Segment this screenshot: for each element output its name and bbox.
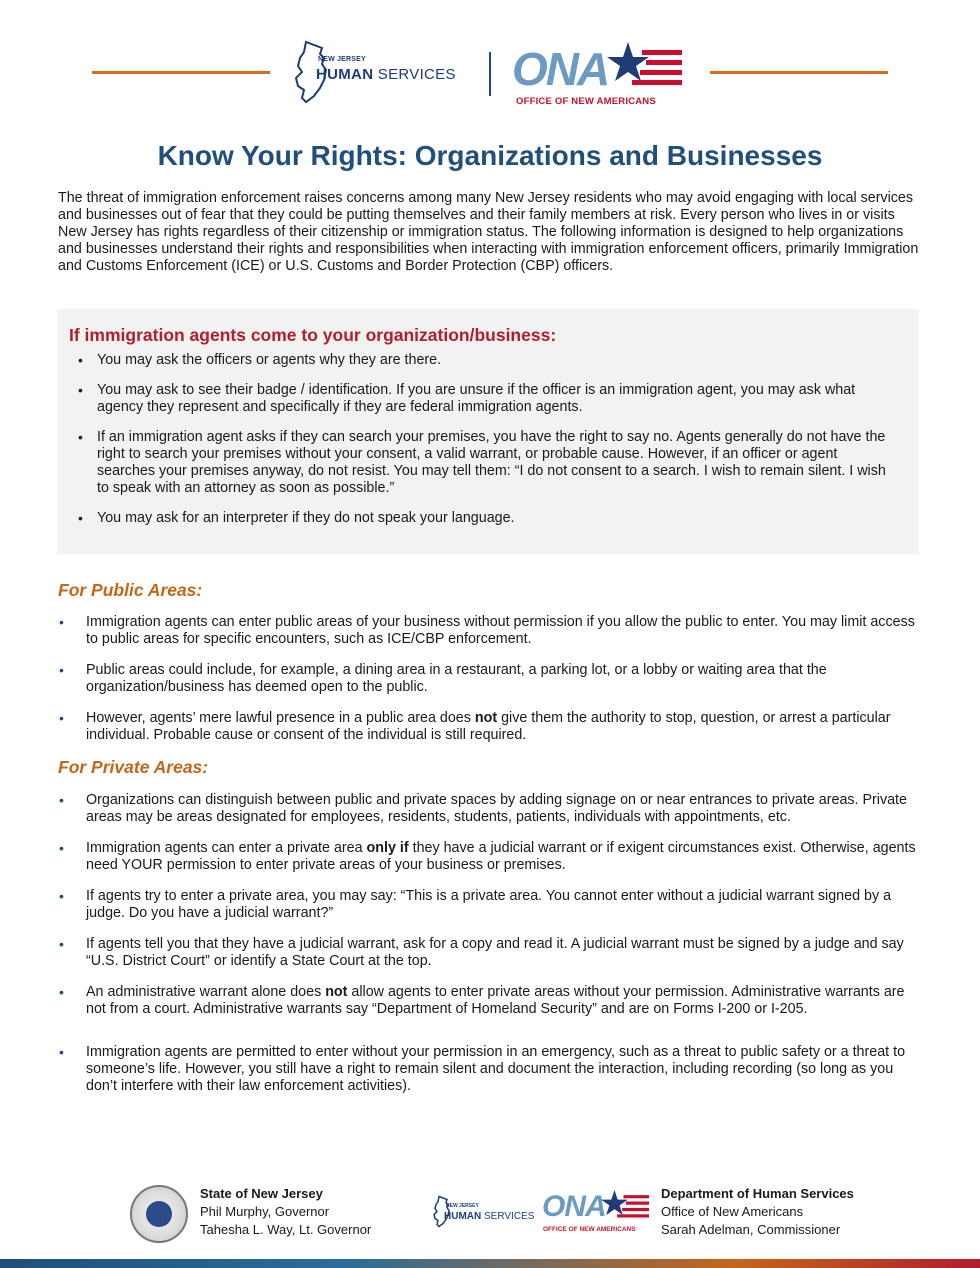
footer-department-title: Department of Human Services (661, 1186, 854, 1201)
list-item: • If an immigration agent asks if they can search your premises, you have the right to say no. Agents generally do not have the right to search your premises without your consent, a valid warrant, or probable cause. However, if an officer or agent searches your premises anyway, do not resist. You may tell them: “I do not consent to a search. I wish to remain silent. I wish to speak with an attorney as soon as possible.” (97, 429, 897, 497)
emphasis-text: not (325, 984, 348, 1000)
page-header (0, 38, 980, 108)
emphasis-text: not (474, 710, 498, 726)
list-item: • You may ask for an interpreter if they do not speak your language. (97, 510, 897, 527)
text-run: they have a judicial warrant or if exigent circumstances exist. Otherwise, agents need YOUR permission to enter private areas of your business or premises. (86, 840, 916, 873)
list-item: • If agents tell you that they have a judicial warrant, ask for a copy and read it. A judicial warrant must be signed by a judge and say “U.S. District Court” or identify a State Court at the top. (86, 936, 922, 970)
footer-nj-logo-services: SERVICES (481, 1211, 535, 1222)
logo-divider (489, 52, 491, 96)
text-run: allow agents to enter private areas without your permission. Administrative warrants are not from a court. Administrative warrants say “Department of Homeland Security” and are on Forms I-200 or I-205. (86, 984, 905, 1017)
text-run: give them the authority to stop, question, or arrest a particular individual. Probable cause or consent of the individual is still required. (86, 710, 891, 743)
footer-nj-logo-main (444, 1211, 534, 1222)
ona-logo (510, 38, 690, 108)
public-areas-heading: For Public Areas: (58, 580, 203, 600)
nj-logo-human: HUMAN (316, 66, 374, 83)
footer-ona-logo-text: ONA (542, 1190, 606, 1223)
list-item: • Immigration agents can enter public areas of your business without permission if you allow the public to enter. You may limit access to public areas for specific encounters, such as ICE/CBP enforcement. (86, 614, 922, 648)
list-item: • Immigration agents are permitted to enter without your permission in an emergency, such as a threat to public safety or a threat to someone’s life. However, you still have a right to remain silent and document the interaction, including recording (so long as you don’t interfere with their law enforcement activities). (86, 1044, 922, 1095)
footer-office: Office of New Americans (661, 1204, 804, 1219)
footer-lt-governor: Tahesha L. Way, Lt. Governor (200, 1222, 372, 1237)
agents-callout-box (57, 309, 919, 554)
text-run: However, agents’ mere lawful presence in a public area does (86, 710, 475, 726)
footer-governor: Phil Murphy, Governor (200, 1204, 330, 1219)
callout-list (97, 352, 897, 540)
footer-state-title: State of New Jersey (200, 1186, 323, 1201)
list-item (86, 840, 922, 874)
list-item: • If agents try to enter a private area, you may say: “This is a private area. You cannot enter without a judicial warrant signed by a judge. Do you have a judicial warrant?” (86, 888, 922, 922)
list-item: • Organizations can distinguish between public and private spaces by adding signage on or near entrances to private areas. Private areas may be areas designated for employees, residents, students, patients, individuals with appointments, etc. (86, 792, 922, 826)
list-item: • You may ask the officers or agents why they are there. (97, 352, 897, 369)
intro-paragraph: The threat of immigration enforcement raises concerns among many New Jersey residents who may avoid engaging with local services and businesses out of fear that they could be putting themselves and their family members at risk. Every person who lives in or visits New Jersey has rights regardless of their citizenship or immigration status. The following information is designed to help organizations and businesses understand their rights and responsibilities when interacting with immigration enforcement officers, primarily Immigration and Customs Enforcement (ICE) or U.S. Customs and Border Protection (CBP) officers. (58, 190, 919, 274)
footer-department-block (661, 1185, 854, 1239)
page-title: Know Your Rights: Organizations and Businesses (157, 140, 823, 171)
footer-nj-human-services-logo (432, 1188, 537, 1238)
header-rule-left (92, 71, 270, 74)
list-item (86, 984, 922, 1018)
private-areas-heading: For Private Areas: (58, 757, 209, 777)
ona-logo-text: ONA (512, 43, 609, 95)
nj-logo-small-text: NEW JERSEY (318, 56, 366, 63)
page-footer (0, 1180, 980, 1250)
star-flag-icon (600, 1190, 652, 1222)
star-flag-icon (606, 42, 686, 92)
nj-logo-services: SERVICES (373, 66, 456, 83)
public-areas-list (86, 614, 922, 744)
callout-heading: If immigration agents come to your organization/business: (69, 325, 557, 345)
footer-ona-logo-subtitle: OFFICE OF NEW AMERICANS (543, 1226, 636, 1233)
ona-logo-subtitle: OFFICE OF NEW AMERICANS (516, 96, 656, 107)
list-item (86, 710, 922, 744)
list-item: • You may ask to see their badge / identification. If you are unsure if the officer is an immigration agent, you may ask what agency they represent and specifically if they are federal immigration agents. (97, 382, 897, 416)
nj-logo-main-text (316, 66, 456, 83)
text-run: An administrative warrant alone does (86, 984, 326, 1000)
bottom-color-bar (0, 1259, 980, 1268)
nj-state-seal-icon (130, 1185, 188, 1243)
header-rule-right (710, 71, 888, 74)
text-run: Immigration agents can enter a private area (86, 840, 367, 856)
nj-human-services-logo (292, 38, 472, 108)
private-areas-list (86, 792, 922, 1095)
list-item: • Public areas could include, for example, a dining area in a restaurant, a parking lot, or a lobby or waiting area that the organization/business has deemed open to the public. (86, 662, 922, 696)
footer-nj-logo-small: NEW JERSEY (446, 1203, 479, 1209)
footer-ona-logo (540, 1188, 640, 1238)
footer-commissioner: Sarah Adelman, Commissioner (661, 1222, 841, 1237)
footer-state-block (200, 1185, 371, 1239)
emphasis-text: only if (366, 840, 409, 856)
footer-nj-logo-human: HUMAN (444, 1211, 482, 1222)
